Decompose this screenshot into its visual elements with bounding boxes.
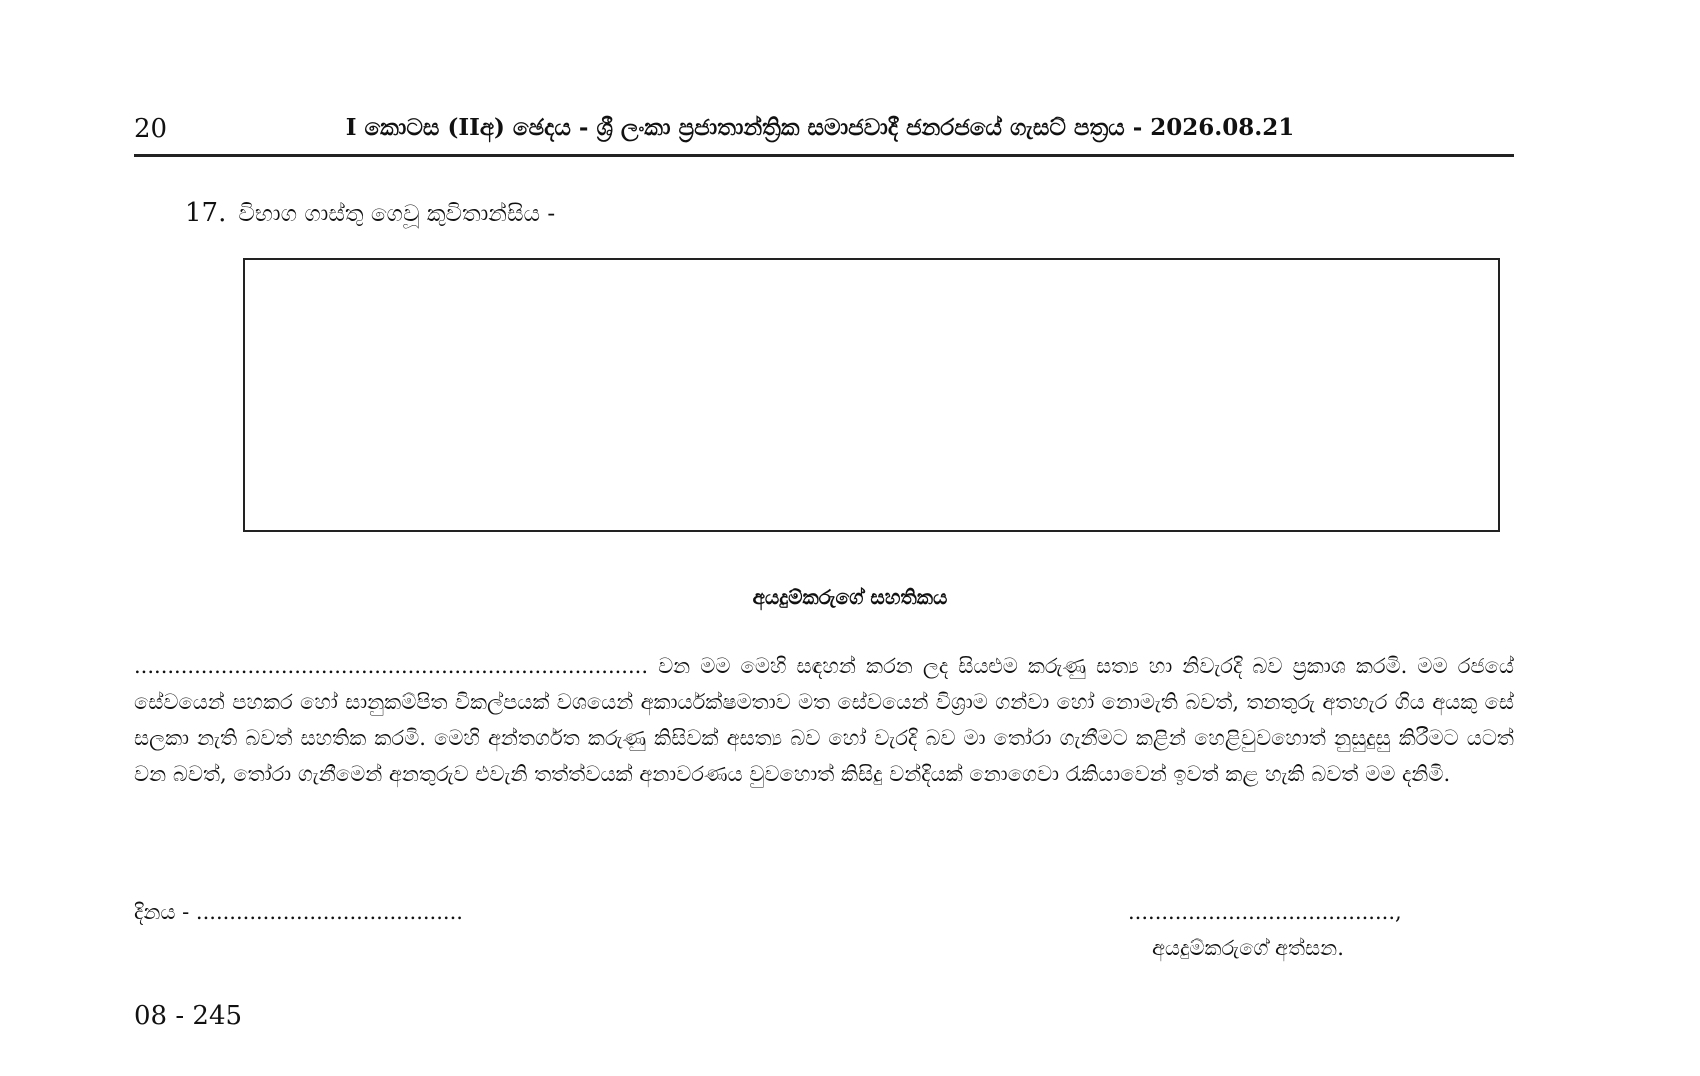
page-number: 20 [134, 114, 168, 144]
certificate-body: ............................................................................. වන මම මෙහි සඳහන් කරන ලද සියළුම කරුණු සත්‍ය හා නිවැරදි බව ප්‍රකාශ කරමි. මම රජයේ සේවයෙන් පහකර හෝ සානුකම්පිත විකල්පයක් වශයෙන් අකාර්යක්ෂමතාව මත සේවයෙන් විශ්‍රාම ගන්වා හෝ නොමැති බවත්, තනතුරු අතහැර ගිය අයකු සේ සලකා නැති බවත් සහතික කරමි. මෙහි අන්තර්ගත කරුණු කිසිවක් අසත්‍ය බව හෝ වැරදි බව මා තෝරා ගැනීමට කළින් හෙළිවුවහොත් නුසුදුසු කිරීමට යටත් වන බවත්, තෝරා ගැනීමෙන් අනතුරුව එවැනි තත්ත්වයක් අනාවරණය වුවහොත් කිසිදු වන්දියක් නොගෙවා රැකියාවෙන් ඉවත් කළ හැකි බවත් මම දනිමි. [134, 654, 1514, 786]
item-number: 17. [185, 198, 227, 228]
header-divider [134, 154, 1514, 157]
signature-caption: අයදුම්කරුගේ අත්සන. [1152, 936, 1344, 960]
footer-code: 08 - 245 [134, 1001, 243, 1031]
date-field: දිනය - ........................................ [134, 900, 463, 924]
item-label: විභාග ගාස්තු ගෙවූ කුවිතාන්සිය - [238, 201, 556, 227]
receipt-item [185, 198, 555, 228]
gazette-header-title: I කොටස (IIඅ) ඡෙදය - ශ්‍රී ලංකා ප්‍රජාතාන්ත්‍රික සමාජවාදී ජනරජයේ ගැසට් පත්‍රය - 2026.08.21 [345, 114, 1295, 141]
signature-line: ........................................, [1128, 900, 1402, 924]
receipt-attachment-box [243, 258, 1500, 532]
certificate-heading: අයදුම්කරුගේ සහතිකය [752, 585, 948, 609]
